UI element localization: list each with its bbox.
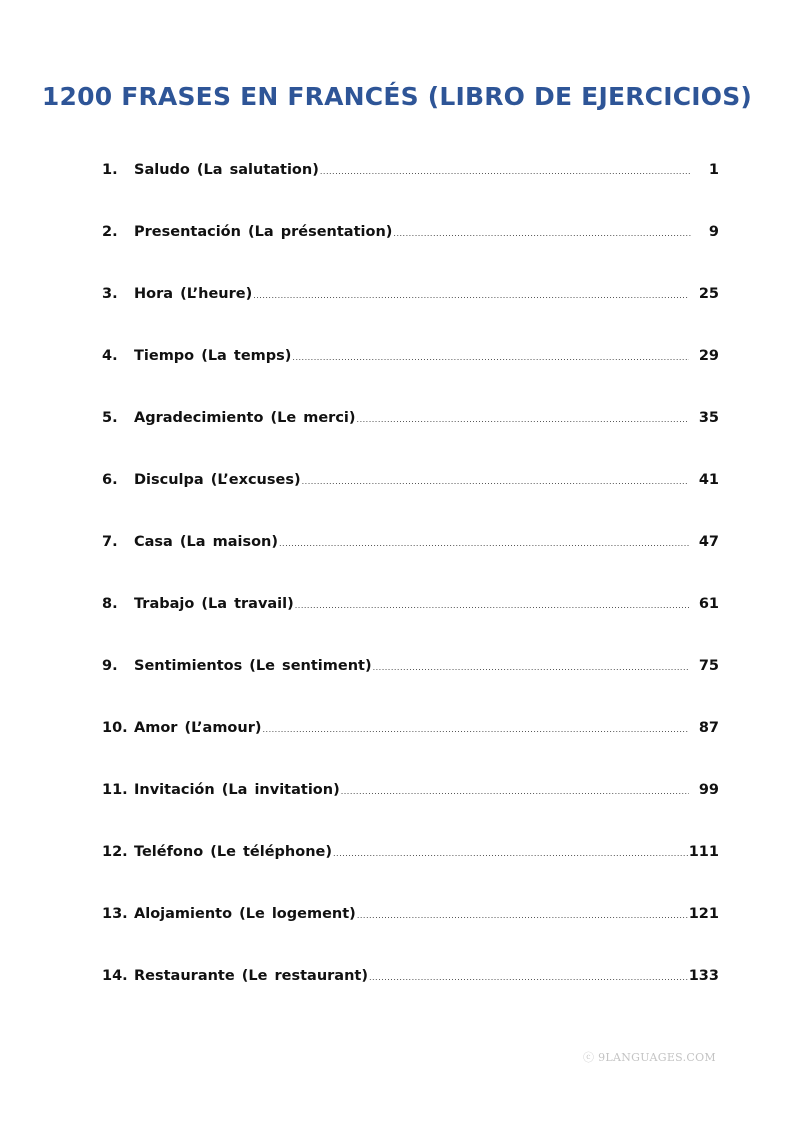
toc-entry-number: 3.: [102, 286, 118, 302]
toc-entry-number: 7.: [102, 534, 118, 550]
toc-entry[interactable]: [102, 658, 719, 720]
toc-dot-leader: [252, 291, 689, 300]
toc-entry-page: 41: [698, 472, 719, 488]
toc-entry-page: 29: [698, 348, 719, 364]
toc-dot-leader: [392, 229, 691, 238]
toc-entry-number: 6.: [102, 472, 118, 488]
toc-entry-page: 35: [698, 410, 719, 426]
toc-entry[interactable]: [102, 162, 719, 224]
toc-entry-page: 1: [708, 162, 719, 178]
toc-dot-leader: [368, 973, 689, 982]
toc-entry-number: 12.: [102, 844, 128, 860]
toc-entry-page: 133: [688, 968, 719, 984]
toc-entry-label: Hora (L’heure): [134, 286, 253, 302]
toc-entry-label: Invitación (La invitation): [134, 782, 340, 798]
toc-dot-leader: [301, 477, 689, 486]
toc-entry-label: Trabajo (La travail): [134, 596, 294, 612]
toc-entry-page: 121: [688, 906, 719, 922]
toc-entry-number: 13.: [102, 906, 128, 922]
toc-entry-label: Agradecimiento (Le merci): [134, 410, 356, 426]
toc-entry-number: 2.: [102, 224, 118, 240]
toc-entry-number: 8.: [102, 596, 118, 612]
toc-entry-label: Alojamiento (Le logement): [134, 906, 356, 922]
toc-dot-leader: [291, 353, 688, 362]
toc-dot-leader: [278, 539, 689, 548]
toc-entry-page: 87: [698, 720, 719, 736]
toc-entry[interactable]: [102, 968, 719, 1030]
toc-entry[interactable]: [102, 534, 719, 596]
toc-entry[interactable]: [102, 720, 719, 782]
toc-entry[interactable]: [102, 844, 719, 906]
toc-entry-label: Teléfono (Le téléphone): [134, 844, 332, 860]
toc-entry-number: 5.: [102, 410, 118, 426]
toc-entry-label: Tiempo (La temps): [134, 348, 292, 364]
toc-entry-label: Casa (La maison): [134, 534, 278, 550]
toc-dot-leader: [356, 415, 689, 424]
toc-entry-page: 111: [688, 844, 719, 860]
toc-entry[interactable]: [102, 286, 719, 348]
toc-entry[interactable]: [102, 224, 719, 286]
toc-entry-page: 99: [698, 782, 719, 798]
copyright-watermark: ⓒ 9LANGUAGES.COM: [583, 1051, 716, 1064]
toc-dot-leader: [356, 911, 689, 920]
toc-entry-label: Saludo (La salutation): [134, 162, 319, 178]
toc-entry[interactable]: [102, 472, 719, 534]
toc-entry-label: Presentación (La présentation): [134, 224, 393, 240]
toc-entry-number: 9.: [102, 658, 118, 674]
toc-dot-leader: [340, 787, 689, 796]
toc-entry-label: Sentimientos (Le sentiment): [134, 658, 372, 674]
toc-dot-leader: [294, 601, 689, 610]
page-title: 1200 FRASES EN FRANCÉS (LIBRO DE EJERCICIOS): [41, 82, 753, 111]
toc-entry-page: 75: [698, 658, 719, 674]
toc-entry-label: Disculpa (L’excuses): [134, 472, 301, 488]
toc-entry-number: 4.: [102, 348, 118, 364]
toc-entry-page: 47: [698, 534, 719, 550]
toc-dot-leader: [372, 663, 689, 672]
toc-entry[interactable]: [102, 906, 719, 968]
toc-entry-label: Restaurante (Le restaurant): [134, 968, 368, 984]
toc-entry-page: 61: [698, 596, 719, 612]
table-of-contents: [102, 162, 719, 1030]
toc-entry-number: 1.: [102, 162, 118, 178]
toc-dot-leader: [319, 167, 691, 176]
toc-entry[interactable]: [102, 596, 719, 658]
toc-entry-label: Amor (L’amour): [134, 720, 262, 736]
toc-entry-page: 25: [698, 286, 719, 302]
toc-entry[interactable]: [102, 348, 719, 410]
toc-entry-number: 10.: [102, 720, 128, 736]
toc-entry-page: 9: [708, 224, 719, 240]
toc-entry[interactable]: [102, 410, 719, 472]
toc-entry-number: 11.: [102, 782, 128, 798]
toc-entry-number: 14.: [102, 968, 128, 984]
toc-entry[interactable]: [102, 782, 719, 844]
toc-dot-leader: [332, 849, 689, 858]
toc-dot-leader: [262, 725, 689, 734]
